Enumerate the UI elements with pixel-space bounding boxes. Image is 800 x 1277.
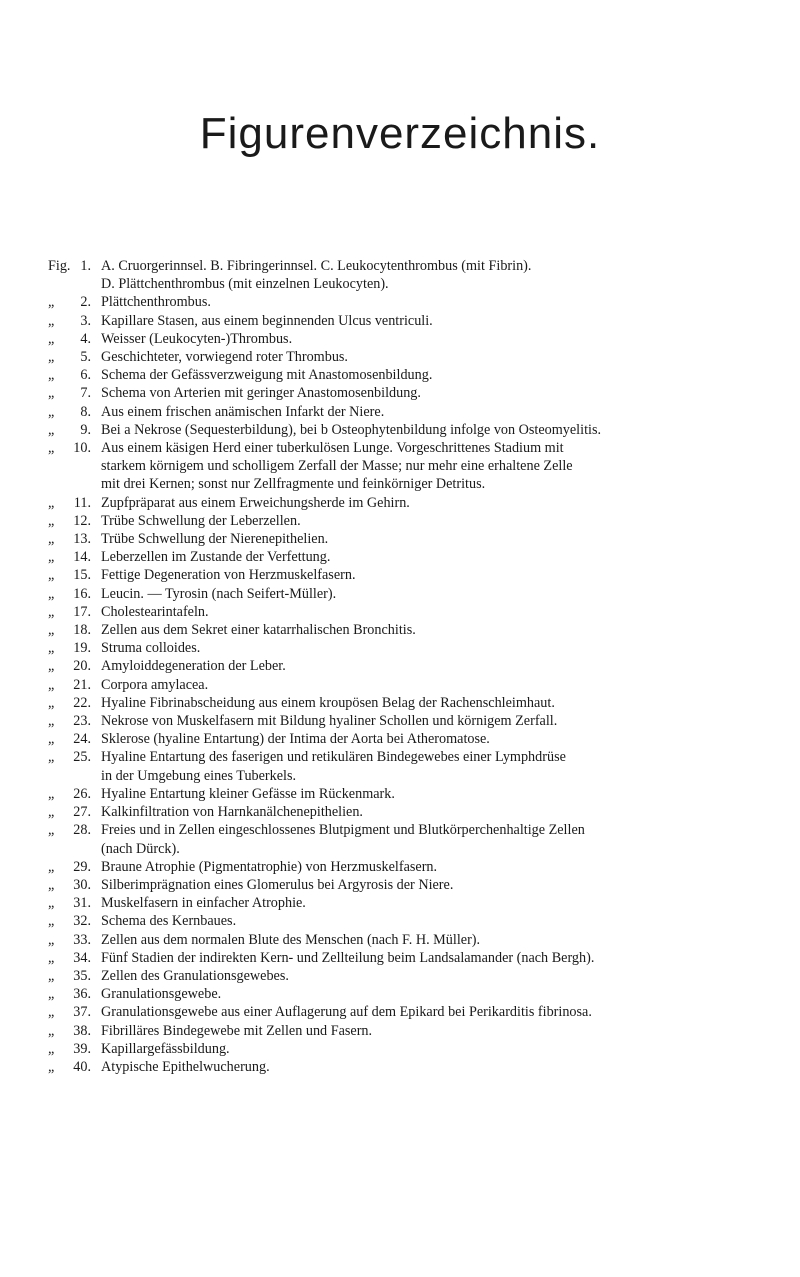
caption-line: Granulationsgewebe aus einer Auflagerung auf dem Epikard bei Perikarditis fibrinosa.: [101, 1004, 592, 1021]
figure-caption: [101, 293, 791, 311]
figure-caption: [101, 530, 791, 548]
list-item: [0, 931, 800, 949]
caption-line: Cholestearintafeln.: [101, 603, 209, 620]
figure-caption: [101, 621, 791, 639]
figure-number: 33.: [73, 931, 91, 948]
figure-caption: [101, 1022, 791, 1040]
caption-line: Plättchenthrombus.: [101, 294, 211, 311]
figure-number: 40.: [73, 1058, 91, 1075]
figure-number: 26.: [73, 785, 91, 802]
figure-prefix: „: [48, 822, 55, 839]
figure-caption: [101, 384, 791, 402]
caption-line: Leberzellen im Zustande der Verfettung.: [101, 549, 331, 566]
list-item: [0, 748, 800, 784]
figure-prefix: „: [48, 531, 55, 548]
list-item: [0, 530, 800, 548]
figure-number: 6.: [80, 367, 91, 384]
figure-prefix: „: [48, 512, 55, 529]
figure-number: 23.: [73, 713, 91, 730]
figure-caption: [101, 548, 791, 566]
figure-number: 10.: [73, 440, 91, 457]
figure-prefix: „: [48, 1022, 55, 1039]
caption-line: Zellen des Granulationsgewebes.: [101, 967, 289, 984]
figure-prefix: „: [48, 731, 55, 748]
figure-caption: [101, 657, 791, 675]
caption-line: A. Cruorgerinnsel. B. Fibringerinnsel. C. Leukocytenthrombus (mit Fibrin).: [101, 258, 532, 274]
figure-number: 11.: [73, 494, 91, 511]
list-item: [0, 621, 800, 639]
figure-caption: [101, 949, 791, 967]
list-item: [0, 876, 800, 894]
caption-line: Fettige Degeneration von Herzmuskelfasern.: [101, 567, 356, 584]
figure-caption: [101, 330, 791, 348]
figure-prefix: „: [48, 549, 55, 566]
figure-caption: [101, 803, 791, 821]
figure-prefix: „: [48, 421, 55, 438]
list-item: [0, 985, 800, 1003]
figure-caption: [101, 257, 791, 293]
figure-prefix: „: [48, 312, 55, 329]
figure-number: 16.: [73, 585, 91, 602]
caption-line: Schema der Gefässverzweigung mit Anastomosenbildung.: [101, 367, 433, 384]
list-item: [0, 712, 800, 730]
list-item: [0, 821, 800, 857]
list-item: [0, 566, 800, 584]
figure-prefix: „: [48, 694, 55, 711]
figure-prefix: „: [48, 567, 55, 584]
list-item: [0, 366, 800, 384]
figure-caption: [101, 1003, 791, 1021]
figure-caption: [101, 876, 791, 894]
figure-prefix: „: [48, 403, 55, 420]
figure-number: 3.: [80, 312, 91, 329]
caption-line: in der Umgebung eines Tuberkels.: [101, 767, 297, 784]
caption-line: Weisser (Leukocyten-)Thrombus.: [101, 330, 293, 347]
figure-caption: [101, 439, 791, 494]
figure-number: 12.: [73, 512, 91, 529]
list-item: [0, 967, 800, 985]
figure-prefix: „: [48, 367, 55, 384]
figure-number: 34.: [73, 949, 91, 966]
figure-prefix: „: [48, 585, 55, 602]
figure-number: 7.: [80, 385, 91, 402]
list-item: [0, 603, 800, 621]
figure-prefix: „: [48, 931, 55, 948]
figure-caption: [101, 894, 791, 912]
caption-line: Aus einem käsigen Herd einer tuberkulösen Lunge. Vorgeschrittenes Stadium mit: [101, 440, 564, 457]
figure-caption: [101, 639, 791, 657]
figure-prefix: „: [48, 330, 55, 347]
caption-line: Amyloiddegeneration der Leber.: [101, 658, 286, 675]
caption-line: Aus einem frischen anämischen Infarkt der Niere.: [101, 403, 385, 420]
figure-number: 30.: [73, 876, 91, 893]
figure-number: 17.: [73, 603, 91, 620]
figure-prefix: „: [48, 603, 55, 620]
figure-prefix: „: [48, 785, 55, 802]
figure-caption: [101, 730, 791, 748]
figure-caption: [101, 421, 791, 439]
list-item: [0, 676, 800, 694]
caption-line: Zellen aus dem Sekret einer katarrhalischen Bronchitis.: [101, 622, 416, 639]
figure-prefix: „: [48, 494, 55, 511]
figure-caption: [101, 1058, 791, 1076]
figure-number: 9.: [80, 421, 91, 438]
figure-caption: [101, 858, 791, 876]
caption-line: Braune Atrophie (Pigmentatrophie) von Herzmuskelfasern.: [101, 858, 438, 875]
caption-line: Struma colloides.: [101, 640, 201, 657]
figure-number: 19.: [73, 640, 91, 657]
figure-caption: [101, 403, 791, 421]
figure-prefix: „: [48, 440, 55, 457]
figure-number: 22.: [73, 694, 91, 711]
figure-number: 21.: [73, 676, 91, 693]
list-item: [0, 949, 800, 967]
list-item: [0, 439, 800, 494]
list-item: [0, 1003, 800, 1021]
list-item: [0, 894, 800, 912]
figure-number: 39.: [73, 1040, 91, 1057]
list-item: [0, 585, 800, 603]
figure-prefix: „: [48, 749, 55, 766]
page-title: Figurenverzeichnis.: [199, 109, 601, 158]
caption-line: Kapillargefässbildung.: [101, 1040, 230, 1057]
figure-number: 27.: [73, 804, 91, 821]
figure-prefix: „: [48, 804, 55, 821]
caption-line: Kalkinfiltration von Harnkanälchenepithelien.: [101, 804, 363, 821]
figure-number: 8.: [80, 403, 91, 420]
figure-caption: [101, 712, 791, 730]
figure-caption: [101, 512, 791, 530]
figure-list: [0, 257, 800, 1076]
figure-number: 24.: [73, 731, 91, 748]
list-item: [0, 1040, 800, 1058]
caption-line: D. Plättchenthrombus (mit einzelnen Leukocyten).: [101, 276, 389, 293]
list-item: [0, 785, 800, 803]
figure-prefix: „: [48, 713, 55, 730]
figure-number: 32.: [73, 913, 91, 930]
caption-line: Silberimprägnation eines Glomerulus bei Argyrosis der Niere.: [101, 876, 454, 893]
figure-caption: [101, 985, 791, 1003]
figure-prefix: „: [48, 640, 55, 657]
list-item: [0, 730, 800, 748]
caption-line: Fünf Stadien der indirekten Kern- und Zellteilung beim Landsalamander (nach Bergh).: [101, 949, 595, 966]
figure-prefix: „: [48, 876, 55, 893]
figure-prefix: „: [48, 349, 55, 366]
caption-line: Trübe Schwellung der Nierenepithelien.: [101, 531, 329, 548]
figure-caption: [101, 912, 791, 930]
figure-number: 37.: [73, 1004, 91, 1021]
caption-line: Leucin. — Tyrosin (nach Seifert-Müller).: [101, 585, 337, 602]
caption-line: Nekrose von Muskelfasern mit Bildung hyaliner Schollen und körnigem Zerfall.: [101, 713, 558, 730]
figure-number: 15.: [73, 567, 91, 584]
figure-prefix: „: [48, 949, 55, 966]
caption-line: Corpora amylacea.: [101, 676, 209, 693]
list-item: [0, 694, 800, 712]
figure-caption: [101, 694, 791, 712]
figure-number: 2.: [80, 294, 91, 311]
figure-prefix: „: [48, 967, 55, 984]
figure-caption: [101, 931, 791, 949]
figure-caption: [101, 748, 791, 784]
list-item: [0, 858, 800, 876]
list-item: [0, 384, 800, 402]
figure-number: 13.: [73, 531, 91, 548]
figure-caption: [101, 494, 791, 512]
figure-prefix: „: [48, 658, 55, 675]
caption-line: Granulationsgewebe.: [101, 986, 222, 1003]
list-item: [0, 512, 800, 530]
figure-caption: [101, 785, 791, 803]
figure-prefix: „: [48, 1004, 55, 1021]
caption-line: Sklerose (hyaline Entartung) der Intima der Aorta bei Atheromatose.: [101, 731, 490, 748]
figure-prefix: „: [48, 1058, 55, 1075]
figure-caption: [101, 1040, 791, 1058]
list-item: [0, 639, 800, 657]
caption-line: starkem körnigem und scholligem Zerfall der Masse; nur mehr eine erhaltene Zelle: [101, 458, 573, 475]
figure-prefix: „: [48, 1040, 55, 1057]
caption-line: (nach Dürck).: [101, 840, 180, 857]
figure-number: 35.: [73, 967, 91, 984]
list-item: [0, 421, 800, 439]
figure-caption: [101, 312, 791, 330]
caption-line: Geschichteter, vorwiegend roter Thrombus.: [101, 349, 348, 366]
figure-number: 20.: [73, 658, 91, 675]
list-item: [0, 1058, 800, 1076]
caption-line: Fibrilläres Bindegewebe mit Zellen und Fasern.: [101, 1022, 373, 1039]
list-item: [0, 330, 800, 348]
list-item: [0, 912, 800, 930]
figure-caption: [101, 967, 791, 985]
caption-line: Schema von Arterien mit geringer Anastomosenbildung.: [101, 385, 421, 402]
list-item: [0, 403, 800, 421]
figure-number: 29.: [73, 858, 91, 875]
figure-prefix: „: [48, 858, 55, 875]
caption-line: Kapillare Stasen, aus einem beginnenden Ulcus ventriculi.: [101, 312, 433, 329]
list-item: [0, 494, 800, 512]
caption-line: Zellen aus dem normalen Blute des Menschen (nach F. H. Müller).: [101, 931, 481, 948]
list-item: [0, 312, 800, 330]
figure-number: 18.: [73, 622, 91, 639]
caption-line: Freies und in Zellen eingeschlossenes Blutpigment und Blutkörperchenhaltige Zellen: [101, 822, 585, 839]
figure-number: 25.: [73, 749, 91, 766]
caption-line: Zupfpräparat aus einem Erweichungsherde im Gehirn.: [101, 494, 410, 511]
caption-line: Bei a Nekrose (Sequesterbildung), bei b Osteophytenbildung infolge von Osteomyelitis.: [101, 421, 602, 438]
list-item: [0, 657, 800, 675]
figure-number: 36.: [73, 986, 91, 1003]
figure-prefix: Fig.: [48, 258, 71, 274]
figure-caption: [101, 585, 791, 603]
figure-prefix: „: [48, 676, 55, 693]
caption-line: Atypische Epithelwucherung.: [101, 1058, 270, 1075]
caption-line: Schema des Kernbaues.: [101, 913, 237, 930]
list-item: [0, 293, 800, 311]
figure-caption: [101, 348, 791, 366]
list-item: [0, 348, 800, 366]
figure-caption: [101, 821, 791, 857]
list-item: [0, 548, 800, 566]
figure-number: 14.: [73, 549, 91, 566]
figure-caption: [101, 603, 791, 621]
figure-prefix: „: [48, 913, 55, 930]
caption-line: Muskelfasern in einfacher Atrophie.: [101, 895, 306, 912]
figure-number: 5.: [80, 349, 91, 366]
figure-caption: [101, 366, 791, 384]
figure-number: 31.: [73, 895, 91, 912]
figure-caption: [101, 676, 791, 694]
caption-line: Trübe Schwellung der Leberzellen.: [101, 512, 301, 529]
figure-prefix: „: [48, 895, 55, 912]
figure-caption: [101, 566, 791, 584]
figure-number: 1.: [80, 258, 91, 274]
figure-prefix: „: [48, 986, 55, 1003]
figure-prefix: „: [48, 622, 55, 639]
caption-line: mit drei Kernen; sonst nur Zellfragmente und feinkörniger Detritus.: [101, 476, 486, 493]
figure-number: 28.: [73, 822, 91, 839]
caption-line: Hyaline Entartung kleiner Gefässe im Rückenmark.: [101, 785, 395, 802]
caption-line: Hyaline Entartung des faserigen und retikulären Bindegewebes einer Lymphdrüse: [101, 749, 566, 766]
figure-prefix: „: [48, 294, 55, 311]
list-item: [0, 803, 800, 821]
caption-line: Hyaline Fibrinabscheidung aus einem kroupösen Belag der Rachenschleimhaut.: [101, 694, 555, 711]
figure-number: 38.: [73, 1022, 91, 1039]
figure-number: 4.: [80, 330, 91, 347]
figure-prefix: „: [48, 385, 55, 402]
list-item: [0, 257, 800, 293]
list-item: [0, 1022, 800, 1040]
